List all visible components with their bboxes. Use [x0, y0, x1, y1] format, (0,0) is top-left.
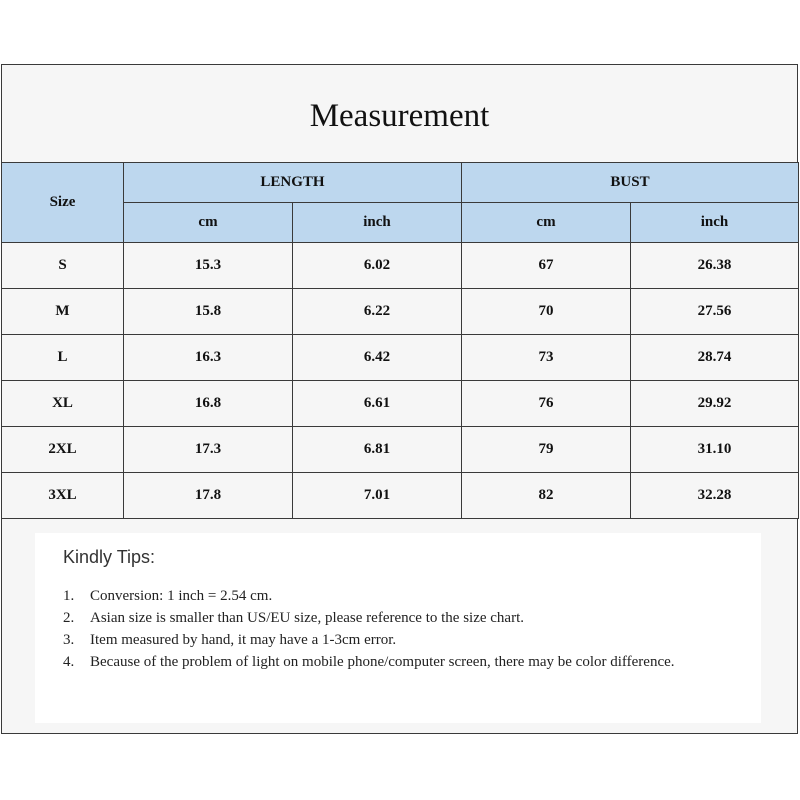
- bust-inch-cell: 28.74: [631, 335, 799, 381]
- bust-cm-cell: 73: [462, 335, 631, 381]
- bust-cm-cell: 82: [462, 473, 631, 519]
- length-cm-cell: 16.3: [124, 335, 293, 381]
- length-inch-cell: 6.22: [293, 289, 462, 335]
- length-inch-cell: 6.02: [293, 243, 462, 289]
- tip-item: [63, 651, 703, 673]
- size-cell: S: [2, 243, 124, 289]
- size-table: [1, 162, 799, 519]
- tip-item: [63, 607, 703, 629]
- length-cm-cell: 16.8: [124, 381, 293, 427]
- table-row: [2, 381, 799, 427]
- bust-inch-cell: 31.10: [631, 427, 799, 473]
- table-row: [2, 427, 799, 473]
- tip-text: Item measured by hand, it may have a 1-3cm error.: [90, 632, 397, 648]
- size-cell: M: [2, 289, 124, 335]
- table-row: [2, 243, 799, 289]
- size-cell: 3XL: [2, 473, 124, 519]
- length-cm-cell: 17.3: [124, 427, 293, 473]
- size-cell: XL: [2, 381, 124, 427]
- bust-cm-cell: 76: [462, 381, 631, 427]
- bust-inch-cell: 27.56: [631, 289, 799, 335]
- table-row: [2, 335, 799, 381]
- tip-item: [63, 629, 703, 651]
- bust-cm-cell: 79: [462, 427, 631, 473]
- length-inch-cell: 6.42: [293, 335, 462, 381]
- length-inch-cell: 6.81: [293, 427, 462, 473]
- bust-cm-header: cm: [462, 203, 631, 243]
- page-title: Measurement: [309, 98, 490, 134]
- tip-number: 3.: [63, 632, 75, 648]
- length-cm-cell: 15.8: [124, 289, 293, 335]
- length-inch-header: inch: [293, 203, 462, 243]
- table-row: [2, 473, 799, 519]
- tips-panel: [35, 533, 761, 723]
- tips-heading: Kindly Tips:: [63, 547, 156, 567]
- tip-text: Conversion: 1 inch = 2.54 cm.: [90, 588, 273, 604]
- measurement-sheet: [1, 64, 798, 734]
- bust-inch-cell: 32.28: [631, 473, 799, 519]
- tip-text: Because of the problem of light on mobile phone/computer screen, there may be color difference.: [90, 654, 675, 670]
- length-inch-cell: 6.61: [293, 381, 462, 427]
- bust-inch-cell: 26.38: [631, 243, 799, 289]
- tip-text: Asian size is smaller than US/EU size, please reference to the size chart.: [90, 610, 524, 626]
- table-row: [2, 289, 799, 335]
- size-header: Size: [2, 163, 124, 243]
- tip-number: 2.: [63, 610, 75, 626]
- bust-inch-header: inch: [631, 203, 799, 243]
- tips-list: [63, 585, 703, 673]
- size-cell: L: [2, 335, 124, 381]
- tip-number: 1.: [63, 588, 75, 604]
- bust-group-header: BUST: [462, 163, 799, 203]
- bust-cm-cell: 70: [462, 289, 631, 335]
- length-cm-cell: 15.3: [124, 243, 293, 289]
- size-cell: 2XL: [2, 427, 124, 473]
- length-inch-cell: 7.01: [293, 473, 462, 519]
- tip-item: [63, 585, 703, 607]
- bust-inch-cell: 29.92: [631, 381, 799, 427]
- tip-number: 4.: [63, 654, 75, 670]
- length-group-header: LENGTH: [124, 163, 462, 203]
- length-cm-cell: 17.8: [124, 473, 293, 519]
- length-cm-header: cm: [124, 203, 293, 243]
- bust-cm-cell: 67: [462, 243, 631, 289]
